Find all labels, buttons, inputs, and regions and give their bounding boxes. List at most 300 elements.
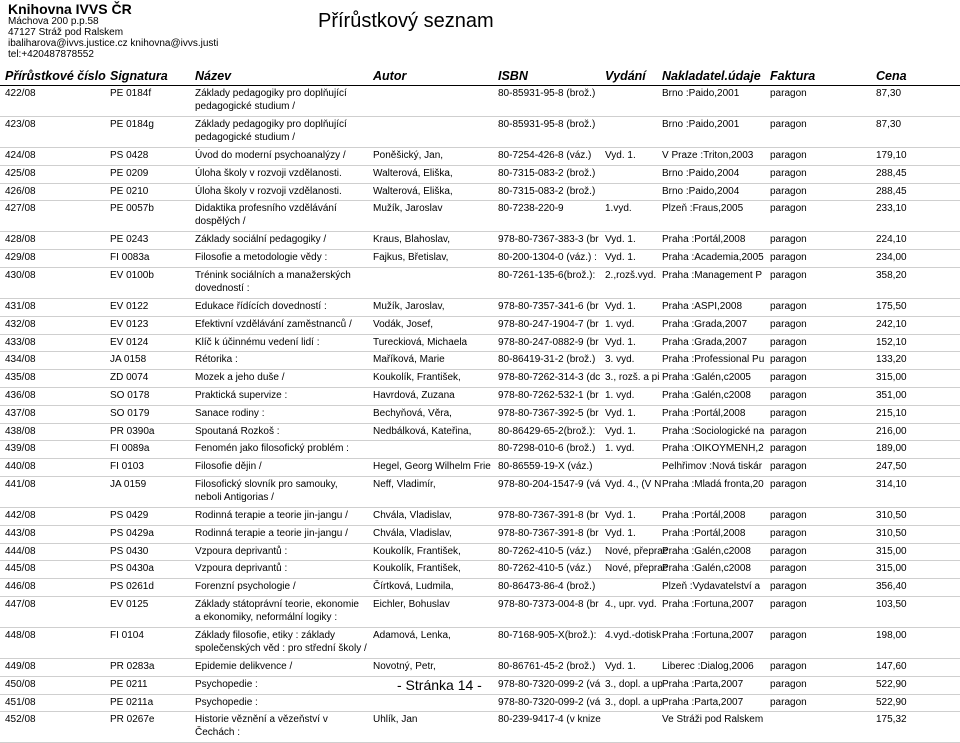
library-name: Knihovna IVVS ČR xyxy=(8,1,132,17)
cell-nakladatel: Praha :Grada,2007 xyxy=(662,336,748,348)
cell-cena: 133,20 xyxy=(876,354,907,366)
cell-autor: Eichler, Bohuslav xyxy=(373,598,450,610)
cell-faktura: paragon xyxy=(770,372,807,384)
cell-isbn: 80-86559-19-X (váz.) xyxy=(498,461,593,473)
header-faktura: Faktura xyxy=(770,69,816,83)
table-row xyxy=(0,659,960,677)
cell-cislo: 437/08 xyxy=(5,407,36,419)
library-phone: tel:+420487878552 xyxy=(8,49,94,60)
cell-signatura: FI 0089a xyxy=(110,443,150,455)
cell-cena: 242,10 xyxy=(876,318,907,330)
cell-cena: 288,45 xyxy=(876,185,907,197)
table-row xyxy=(0,695,960,713)
cell-faktura: paragon xyxy=(770,527,807,539)
cell-nakladatel: Praha :Mladá fronta,20 xyxy=(662,478,764,490)
cell-nazev: Úloha školy v rozvoji vzdělanosti. xyxy=(195,185,342,197)
cell-signatura: PS 0428 xyxy=(110,150,149,161)
cell-cislo: 425/08 xyxy=(5,167,36,179)
cell-autor: Chvála, Vladislav, xyxy=(373,509,452,521)
cell-faktura: paragon xyxy=(770,678,807,690)
cell-nakladatel: Praha :Fortuna,2007 xyxy=(662,629,754,641)
cell-signatura: EV 0100b xyxy=(110,269,154,281)
cell-isbn: 978-80-7262-314-3 (dc xyxy=(498,372,601,384)
cell-signatura: FI 0104 xyxy=(110,629,144,641)
cell-cena: 103,50 xyxy=(876,598,907,610)
cell-faktura: paragon xyxy=(770,119,807,130)
cell-signatura: EV 0122 xyxy=(110,300,149,312)
header-nazev: Název xyxy=(195,69,232,83)
cell-cena: 351,00 xyxy=(876,389,907,401)
library-address-line2: 47127 Stráž pod Ralskem xyxy=(8,27,124,38)
cell-signatura: PS 0429a xyxy=(110,527,154,539)
cell-faktura: paragon xyxy=(770,407,807,419)
cell-cena: 87,30 xyxy=(876,88,902,99)
cell-signatura: PR 0283a xyxy=(110,660,155,672)
cell-faktura: paragon xyxy=(770,354,807,366)
table-row xyxy=(0,268,960,299)
cell-isbn: 978-80-247-0882-9 (br xyxy=(498,336,599,348)
cell-signatura: EV 0123 xyxy=(110,318,149,330)
cell-autor: Poněšický, Jan, xyxy=(373,150,444,161)
cell-signatura: PE 0211a xyxy=(110,696,154,708)
cell-faktura: paragon xyxy=(770,509,807,521)
cell-faktura: paragon xyxy=(770,88,807,99)
table-row xyxy=(0,406,960,424)
cell-nazev: Fenomén jako filosofický problém : xyxy=(195,443,349,455)
table-row xyxy=(0,166,960,184)
cell-faktura: paragon xyxy=(770,660,807,672)
cell-cislo: 435/08 xyxy=(5,372,36,384)
table-row xyxy=(0,526,960,544)
cell-cislo: 451/08 xyxy=(5,696,36,708)
cell-isbn: 978-80-7367-391-8 (br xyxy=(498,509,599,521)
cell-nakladatel: Praha :OIKOYMENH,2 xyxy=(662,443,764,455)
header-cena: Cena xyxy=(876,69,907,83)
cell-cislo: 447/08 xyxy=(5,598,36,610)
table-row xyxy=(0,352,960,370)
table-row xyxy=(0,544,960,562)
cell-cena: 234,00 xyxy=(876,252,907,264)
cell-cena: 522,90 xyxy=(876,696,907,708)
cell-nakladatel: Praha :Galén,c2008 xyxy=(662,545,751,557)
cell-signatura: PS 0261d xyxy=(110,581,154,593)
table-row xyxy=(0,712,960,743)
cell-nakladatel: Praha :ASPI,2008 xyxy=(662,300,743,312)
cell-isbn: 978-80-7367-392-5 (br xyxy=(498,407,599,419)
header-signatura: Signatura xyxy=(110,69,168,83)
table-row xyxy=(0,370,960,388)
cell-nazev: Základy pedagogiky pro doplňující pedagogické studium / xyxy=(195,88,347,112)
cell-cena: 315,00 xyxy=(876,563,907,575)
cell-vydani: Vyd. 1. xyxy=(605,150,636,161)
header-nakladatel: Nakladatel.údaje xyxy=(662,69,761,83)
cell-signatura: PS 0430a xyxy=(110,563,154,575)
cell-faktura: paragon xyxy=(770,269,807,281)
library-email: ibaliharova@ivvs.justice.cz knihovna@ivvs.justi xyxy=(8,38,219,49)
cell-faktura: paragon xyxy=(770,234,807,246)
cell-nazev: Základy pedagogiky pro doplňující pedagogické studium / xyxy=(195,119,347,143)
table-row xyxy=(0,148,960,166)
cell-vydani: 1. vyd. xyxy=(605,389,635,401)
cell-nazev: Vzpoura deprivantů : xyxy=(195,563,288,575)
cell-vydani: Vyd. 4., (V N xyxy=(605,478,662,490)
cell-nakladatel: Praha :Professional Pu xyxy=(662,354,765,366)
cell-cena: 189,00 xyxy=(876,443,907,455)
cell-nakladatel: Brno :Paido,2004 xyxy=(662,167,740,179)
cell-autor: Neff, Vladimír, xyxy=(373,478,436,490)
cell-cislo: 436/08 xyxy=(5,389,36,401)
cell-isbn: 80-200-1304-0 (váz.) : xyxy=(498,252,597,264)
cell-isbn: 978-80-7357-341-6 (br xyxy=(498,300,599,312)
table-body xyxy=(0,86,960,743)
cell-faktura: paragon xyxy=(770,461,807,473)
cell-cena: 216,00 xyxy=(876,425,907,437)
cell-faktura: paragon xyxy=(770,185,807,197)
cell-faktura: paragon xyxy=(770,629,807,641)
cell-faktura: paragon xyxy=(770,598,807,610)
cell-cena: 314,10 xyxy=(876,478,907,490)
table-row xyxy=(0,579,960,597)
cell-isbn: 80-86473-86-4 (brož.) xyxy=(498,581,596,593)
cell-isbn: 80-86429-65-2(brož.): xyxy=(498,425,596,437)
cell-cena: 175,32 xyxy=(876,714,907,726)
cell-cislo: 438/08 xyxy=(5,425,36,437)
cell-vydani: Vyd. 1. xyxy=(605,407,636,419)
cell-autor: Hegel, Georg Wilhelm Frie xyxy=(373,461,491,473)
table-row xyxy=(0,628,960,659)
table-row xyxy=(0,388,960,406)
cell-signatura: FI 0083a xyxy=(110,252,150,264)
cell-nazev: Epidemie delikvence / xyxy=(195,660,293,672)
cell-isbn: 978-80-7320-099-2 (vá xyxy=(498,696,601,708)
cell-nazev: Filosofie a metodologie vědy : xyxy=(195,252,328,264)
cell-cislo: 423/08 xyxy=(5,119,36,130)
cell-nazev: Psychopedie : xyxy=(195,678,258,690)
cell-nakladatel: Brno :Paido,2004 xyxy=(662,185,740,197)
cell-cena: 315,00 xyxy=(876,545,907,557)
cell-vydani: Vyd. 1. xyxy=(605,660,636,672)
header-isbn: ISBN xyxy=(498,69,528,83)
cell-vydani: Vyd. 1. xyxy=(605,336,636,348)
cell-autor: Koukolík, František, xyxy=(373,563,461,575)
cell-signatura: PE 0057b xyxy=(110,203,154,215)
cell-cislo: 449/08 xyxy=(5,660,36,672)
cell-cena: 288,45 xyxy=(876,167,907,179)
cell-cislo: 427/08 xyxy=(5,203,36,215)
cell-nakladatel: Plzeň :Vydavatelství a xyxy=(662,581,761,593)
cell-nazev: Sanace rodiny : xyxy=(195,407,265,419)
cell-signatura: PE 0243 xyxy=(110,234,149,246)
cell-cislo: 444/08 xyxy=(5,545,36,557)
cell-isbn: 80-7254-426-8 (váz.) xyxy=(498,150,592,161)
table-row xyxy=(0,477,960,508)
cell-nakladatel: Praha :Galén,c2005 xyxy=(662,372,751,384)
cell-vydani: Vyd. 1. xyxy=(605,425,636,437)
cell-cislo: 448/08 xyxy=(5,629,36,641)
cell-nakladatel: Pelhřimov :Nová tiskár xyxy=(662,461,763,473)
table-row xyxy=(0,441,960,459)
cell-cislo: 441/08 xyxy=(5,478,36,490)
cell-vydani: 1. vyd. xyxy=(605,318,635,330)
cell-cislo: 432/08 xyxy=(5,318,36,330)
cell-vydani: 4., upr. vyd. xyxy=(605,598,657,610)
cell-autor: Novotný, Petr, xyxy=(373,660,436,672)
cell-autor: Koukolík, František, xyxy=(373,545,461,557)
cell-vydani: 2.,rozš.vyd. xyxy=(605,269,657,281)
cell-signatura: ZD 0074 xyxy=(110,372,149,384)
cell-vydani: Vyd. 1. xyxy=(605,234,636,246)
table-row xyxy=(0,250,960,268)
cell-vydani: Vyd. 1. xyxy=(605,527,636,539)
cell-isbn: 80-7315-083-2 (brož.) xyxy=(498,185,596,197)
cell-nazev: Úloha školy v rozvoji vzdělanosti. xyxy=(195,167,342,179)
cell-cislo: 443/08 xyxy=(5,527,36,539)
cell-signatura: PE 0210 xyxy=(110,185,149,197)
cell-signatura: EV 0124 xyxy=(110,336,149,348)
cell-isbn: 80-7168-905-X(brož.): xyxy=(498,629,597,641)
cell-faktura: paragon xyxy=(770,300,807,312)
cell-autor: Bechyňová, Věra, xyxy=(373,407,452,419)
cell-isbn: 978-80-7373-004-8 (br xyxy=(498,598,599,610)
cell-nazev: Rodinná terapie a teorie jin-jangu / xyxy=(195,509,348,521)
cell-autor: Mužík, Jaroslav xyxy=(373,203,443,215)
cell-isbn: 80-7262-410-5 (váz.) xyxy=(498,563,592,575)
cell-nazev: Historie věznění a vězeňství v Čechách : xyxy=(195,714,328,739)
cell-signatura: PS 0430 xyxy=(110,545,149,557)
cell-cena: 198,00 xyxy=(876,629,907,641)
table-row xyxy=(0,317,960,335)
cell-nakladatel: Praha :Management P xyxy=(662,269,763,281)
cell-faktura: paragon xyxy=(770,252,807,264)
header-autor: Autor xyxy=(373,69,407,83)
cell-vydani: 4.vyd.-dotisk xyxy=(605,629,662,641)
cell-faktura: paragon xyxy=(770,318,807,330)
cell-autor: Kraus, Blahoslav, xyxy=(373,234,451,246)
cell-isbn: 80-7262-410-5 (váz.) xyxy=(498,545,592,557)
cell-nakladatel: Praha :Academia,2005 xyxy=(662,252,764,264)
table-row xyxy=(0,201,960,232)
cell-nazev: Základy filosofie, etiky : základy společenských věd : pro střední školy / xyxy=(195,629,367,654)
cell-isbn: 80-7298-010-6 (brož.) xyxy=(498,443,596,455)
cell-nakladatel: Praha :Portál,2008 xyxy=(662,407,746,419)
cell-vydani: 3., dopl. a up xyxy=(605,696,663,708)
cell-faktura: paragon xyxy=(770,581,807,593)
cell-faktura: paragon xyxy=(770,696,807,708)
cell-nazev: Filosofie dějin / xyxy=(195,461,262,473)
cell-autor: Tureckiová, Michaela xyxy=(373,336,468,348)
cell-vydani: Vyd. 1. xyxy=(605,509,636,521)
library-address-line1: Máchova 200 p.p.58 xyxy=(8,16,99,27)
cell-cena: 215,10 xyxy=(876,407,907,419)
cell-isbn: 80-86761-45-2 (brož.) xyxy=(498,660,596,672)
cell-cena: 233,10 xyxy=(876,203,907,215)
cell-isbn: 80-85931-95-8 (brož.) xyxy=(498,119,596,130)
cell-cislo: 439/08 xyxy=(5,443,36,455)
cell-nakladatel: Liberec :Dialog,2006 xyxy=(662,660,754,672)
cell-isbn: 80-7261-135-6(brož.): xyxy=(498,269,596,281)
cell-vydani: Nové, přeprac xyxy=(605,563,668,575)
cell-cislo: 424/08 xyxy=(5,150,36,161)
cell-vydani: 1.vyd. xyxy=(605,203,632,215)
cell-isbn: 978-80-247-1904-7 (br xyxy=(498,318,599,330)
cell-isbn: 80-7238-220-9 xyxy=(498,203,564,215)
cell-isbn: 978-80-204-1547-9 (vá xyxy=(498,478,601,490)
cell-cislo: 433/08 xyxy=(5,336,36,348)
cell-cislo: 434/08 xyxy=(5,354,36,366)
cell-autor: Uhlík, Jan xyxy=(373,714,418,726)
cell-faktura: paragon xyxy=(770,478,807,490)
cell-cena: 310,50 xyxy=(876,527,907,539)
cell-faktura: paragon xyxy=(770,563,807,575)
cell-signatura: JA 0158 xyxy=(110,354,147,366)
cell-nazev: Rodinná terapie a teorie jin-jangu / xyxy=(195,527,348,539)
cell-nazev: Edukace řídících dovedností : xyxy=(195,300,327,312)
table-row xyxy=(0,184,960,202)
table-row xyxy=(0,508,960,526)
cell-faktura: paragon xyxy=(770,389,807,401)
cell-nazev: Klíč k účinnému vedení lidí : xyxy=(195,336,320,348)
cell-isbn: 80-7315-083-2 (brož.) xyxy=(498,167,596,179)
cell-cislo: 442/08 xyxy=(5,509,36,521)
page-title: Přírůstkový seznam xyxy=(318,10,494,32)
cell-vydani: 3. vyd. xyxy=(605,354,635,366)
table-row xyxy=(0,335,960,353)
cell-signatura: EV 0125 xyxy=(110,598,149,610)
library-info xyxy=(8,2,218,60)
cell-cena: 224,10 xyxy=(876,234,907,246)
cell-faktura: paragon xyxy=(770,203,807,215)
table-row xyxy=(0,299,960,317)
cell-faktura: paragon xyxy=(770,167,807,179)
cell-nazev: Praktická supervize : xyxy=(195,389,288,401)
cell-nazev: Základy sociální pedagogiky / xyxy=(195,234,327,246)
cell-isbn: 80-239-9417-4 (v knize xyxy=(498,714,601,726)
cell-signatura: PS 0429 xyxy=(110,509,149,521)
cell-signatura: SO 0178 xyxy=(110,389,150,401)
table-row xyxy=(0,597,960,628)
cell-vydani: Vyd. 1. xyxy=(605,300,636,312)
cell-faktura: paragon xyxy=(770,443,807,455)
cell-signatura: PE 0211 xyxy=(110,678,148,690)
cell-cena: 356,40 xyxy=(876,581,907,593)
cell-isbn: 978-80-7320-099-2 (vá xyxy=(498,678,601,690)
header-cislo: Přírůstkové číslo xyxy=(5,69,106,83)
cell-nakladatel: Praha :Portál,2008 xyxy=(662,234,746,246)
cell-vydani: 3., dopl. a up xyxy=(605,678,663,690)
cell-nazev: Psychopedie : xyxy=(195,696,258,708)
cell-cena: 152,10 xyxy=(876,336,907,348)
cell-autor: Čírtková, Ludmila, xyxy=(373,581,454,593)
cell-signatura: JA 0159 xyxy=(110,478,147,490)
cell-autor: Koukolík, František, xyxy=(373,372,461,384)
cell-signatura: PE 0184g xyxy=(110,119,154,130)
cell-nazev: Vzpoura deprivantů : xyxy=(195,545,288,557)
cell-signatura: SO 0179 xyxy=(110,407,150,419)
cell-autor: Walterová, Eliška, xyxy=(373,185,453,197)
cell-autor: Adamová, Lenka, xyxy=(373,629,451,641)
cell-cislo: 431/08 xyxy=(5,300,36,312)
cell-cena: 315,00 xyxy=(876,372,907,384)
page-footer: - Stránka 14 - xyxy=(397,677,482,693)
cell-nakladatel: Brno :Paido,2001 xyxy=(662,119,740,130)
header-vydani: Vydání xyxy=(605,69,646,83)
cell-cislo: 429/08 xyxy=(5,252,36,264)
cell-nazev: Forenzní psychologie / xyxy=(195,581,296,593)
cell-nakladatel: Praha :Parta,2007 xyxy=(662,696,744,708)
cell-cislo: 450/08 xyxy=(5,678,36,690)
cell-faktura: paragon xyxy=(770,425,807,437)
cell-cena: 358,20 xyxy=(876,269,907,281)
cell-cena: 175,50 xyxy=(876,300,907,312)
cell-cislo: 452/08 xyxy=(5,714,36,726)
cell-cislo: 445/08 xyxy=(5,563,36,575)
cell-autor: Chvála, Vladislav, xyxy=(373,527,452,539)
cell-autor: Vodák, Josef, xyxy=(373,318,434,330)
cell-nakladatel: Praha :Fortuna,2007 xyxy=(662,598,754,610)
table-header xyxy=(0,68,960,86)
cell-nakladatel: Praha :Portál,2008 xyxy=(662,509,746,521)
cell-nazev: Filosofický slovník pro samouky, neboli Antigorias / xyxy=(195,478,338,503)
cell-isbn: 978-80-7367-391-8 (br xyxy=(498,527,599,539)
cell-vydani: 3., rozš. a pi xyxy=(605,372,660,384)
cell-cislo: 428/08 xyxy=(5,234,36,246)
cell-cena: 310,50 xyxy=(876,509,907,521)
cell-cislo: 446/08 xyxy=(5,581,36,593)
table-row xyxy=(0,232,960,250)
table-row xyxy=(0,86,960,117)
cell-nakladatel: Plzeň :Fraus,2005 xyxy=(662,203,744,215)
cell-vydani: Nové, přeprac xyxy=(605,545,668,557)
cell-nakladatel: V Praze :Triton,2003 xyxy=(662,150,754,161)
cell-isbn: 80-86419-31-2 (brož.) xyxy=(498,354,596,366)
cell-cena: 247,50 xyxy=(876,461,907,473)
cell-nakladatel: Praha :Grada,2007 xyxy=(662,318,748,330)
cell-autor: Maříková, Marie xyxy=(373,354,445,366)
cell-autor: Havrdová, Zuzana xyxy=(373,389,455,401)
cell-signatura: PR 0390a xyxy=(110,425,155,437)
cell-nakladatel: Brno :Paido,2001 xyxy=(662,88,740,99)
table-row xyxy=(0,424,960,442)
cell-nakladatel: Praha :Portál,2008 xyxy=(662,527,746,539)
cell-nazev: Úvod do moderní psychoanalýzy / xyxy=(195,150,346,161)
cell-isbn: 978-80-7262-532-1 (br xyxy=(498,389,599,401)
table-row xyxy=(0,561,960,579)
cell-cena: 87,30 xyxy=(876,119,902,130)
cell-signatura: PE 0184f xyxy=(110,88,152,99)
cell-signatura: PR 0267e xyxy=(110,714,155,726)
cell-vydani: 1. vyd. xyxy=(605,443,635,455)
cell-cena: 522,90 xyxy=(876,678,907,690)
cell-cislo: 426/08 xyxy=(5,185,36,197)
cell-isbn: 978-80-7367-383-3 (br xyxy=(498,234,599,246)
cell-nazev: Spoutaná Rozkoš : xyxy=(195,425,280,437)
cell-nakladatel: Ve Stráži pod Ralskem xyxy=(662,714,764,726)
cell-nakladatel: Praha :Galén,c2008 xyxy=(662,563,751,575)
cell-nakladatel: Praha :Sociologické na xyxy=(662,425,765,437)
table-row xyxy=(0,459,960,477)
cell-nazev: Základy státoprávní teorie, ekonomie a ekonomiky, neformální logiky : xyxy=(195,598,359,623)
cell-nazev: Rétorika : xyxy=(195,354,238,366)
cell-nazev: Mozek a jeho duše / xyxy=(195,372,285,384)
cell-faktura: paragon xyxy=(770,545,807,557)
cell-cislo: 430/08 xyxy=(5,269,36,281)
cell-cislo: 422/08 xyxy=(5,88,36,99)
cell-signatura: FI 0103 xyxy=(110,461,144,473)
table-row xyxy=(0,117,960,148)
cell-cena: 147,60 xyxy=(876,660,907,672)
cell-autor: Nedbálková, Kateřina, xyxy=(373,425,472,437)
cell-cena: 179,10 xyxy=(876,150,907,161)
